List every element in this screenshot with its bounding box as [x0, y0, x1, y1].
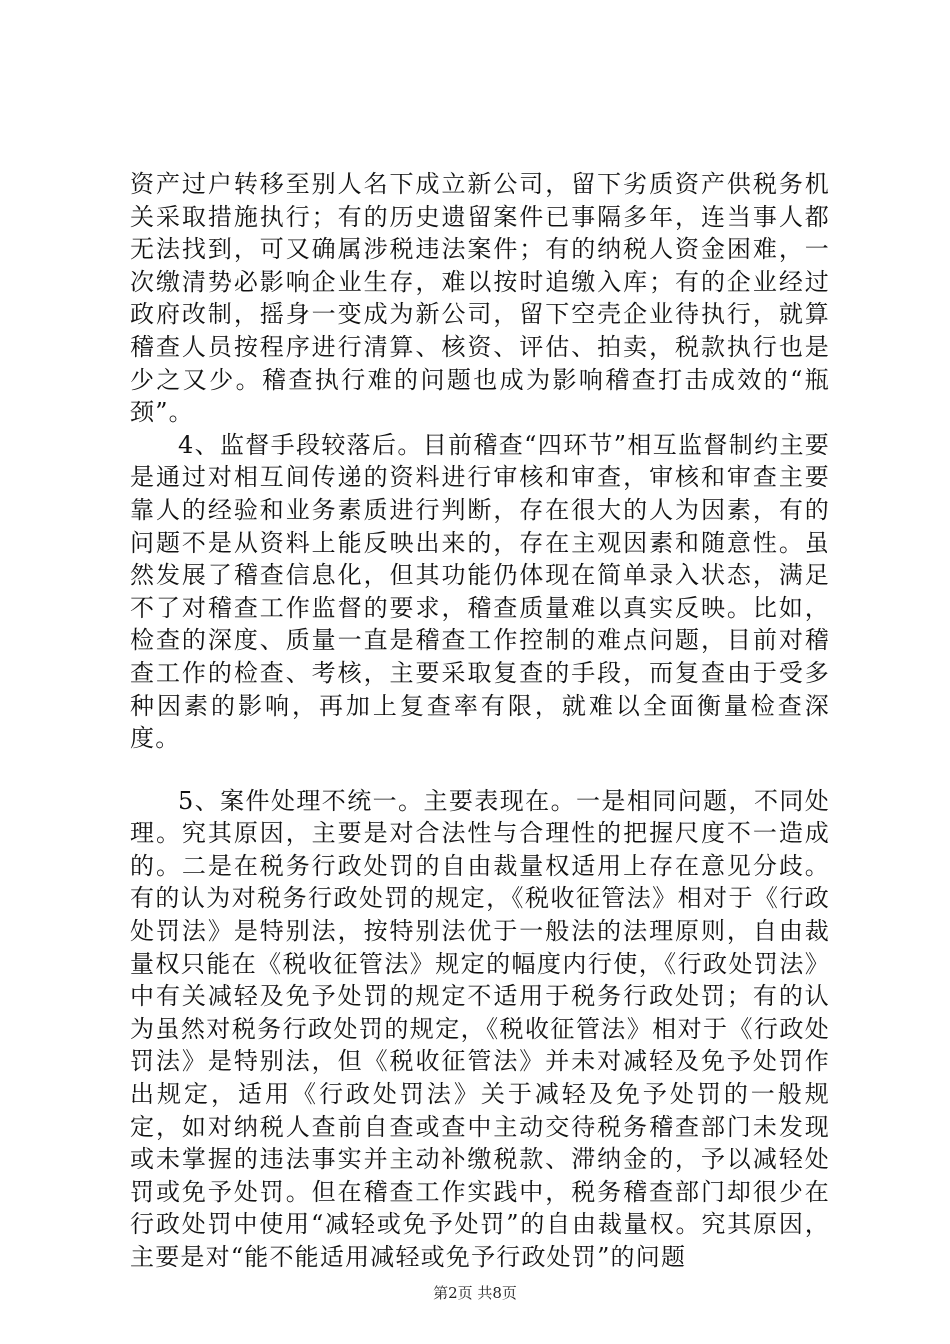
paragraph-gap: [130, 755, 830, 785]
paragraph-item-4: 4、监督手段较落后。目前稽查“四环节”相互监督制约主要是通过对相互间传递的资料进行审核和审查，审核和审查主要靠人的经验和业务素质进行判断，存在很大的人为因素，有的问题不是从资料上能反映出来的，存在主观因素和随意性。虽然发展了稽查信息化，但其功能仍体现在简单录入状态，满足不了对稽查工作监督的要求，稽查质量难以真实反映。比如，检查的深度、质量一直是稽查工作控制的难点问题，目前对稽查工作的检查、考核，主要采取复查的手段，而复查由于受多种因素的影响，再加上复查率有限，就难以全面衡量检查深度。: [130, 430, 830, 753]
paragraph-item-5: 5、案件处理不统一。主要表现在。一是相同问题，不同处理。究其原因，主要是对合法性与合理性的把握尺度不一造成的。二是在税务行政处罚的自由裁量权适用上存在意见分歧。有的认为对税务行政处罚的规定，《税收征管法》相对于《行政处罚法》是特别法，按特别法优于一般法的法理原则，自由裁量权只能在《税收征管法》规定的幅度内行使，《行政处罚法》中有关减轻及免予处罚的规定不适用于税务行政处罚；有的认为虽然对税务行政处罚的规定，《税收征管法》相对于《行政处罚法》是特别法，但《税收征管法》并未对减轻及免予处罚作出规定，适用《行政处罚法》关于减轻及免予处罚的一般规定，如对纳税人查前自查或查中主动交待税务稽查部门未发现或未掌握的违法事实并主动补缴税款、滞纳金的，予以减轻处罚或免予处罚。但在稽查工作实践中，税务稽查部门却很少在行政处罚中使用“减轻或免予处罚”的自由裁量权。究其原因，主要是对“能不能适用减轻或免予行政处罚”的问题: [130, 786, 830, 1271]
page-footer: 第2页 共8页: [433, 1284, 517, 1302]
document-body: [130, 168, 830, 1274]
paragraph-continued: 资产过户转移至别人名下成立新公司，留下劣质资产供税务机关采取措施执行；有的历史遗留案件已事隔多年，连当事人都无法找到，可又确属涉税违法案件；有的纳税人资金困难，一次缴清势必影响企业生存，难以按时追缴入库；有的企业经过政府改制，摇身一变成为新公司，留下空壳企业待执行，就算稽查人员按程序进行清算、核资、评估、拍卖，税款执行也是少之又少。稽查执行难的问题也成为影响稽查打击成效的“瓶颈”。: [130, 170, 830, 427]
